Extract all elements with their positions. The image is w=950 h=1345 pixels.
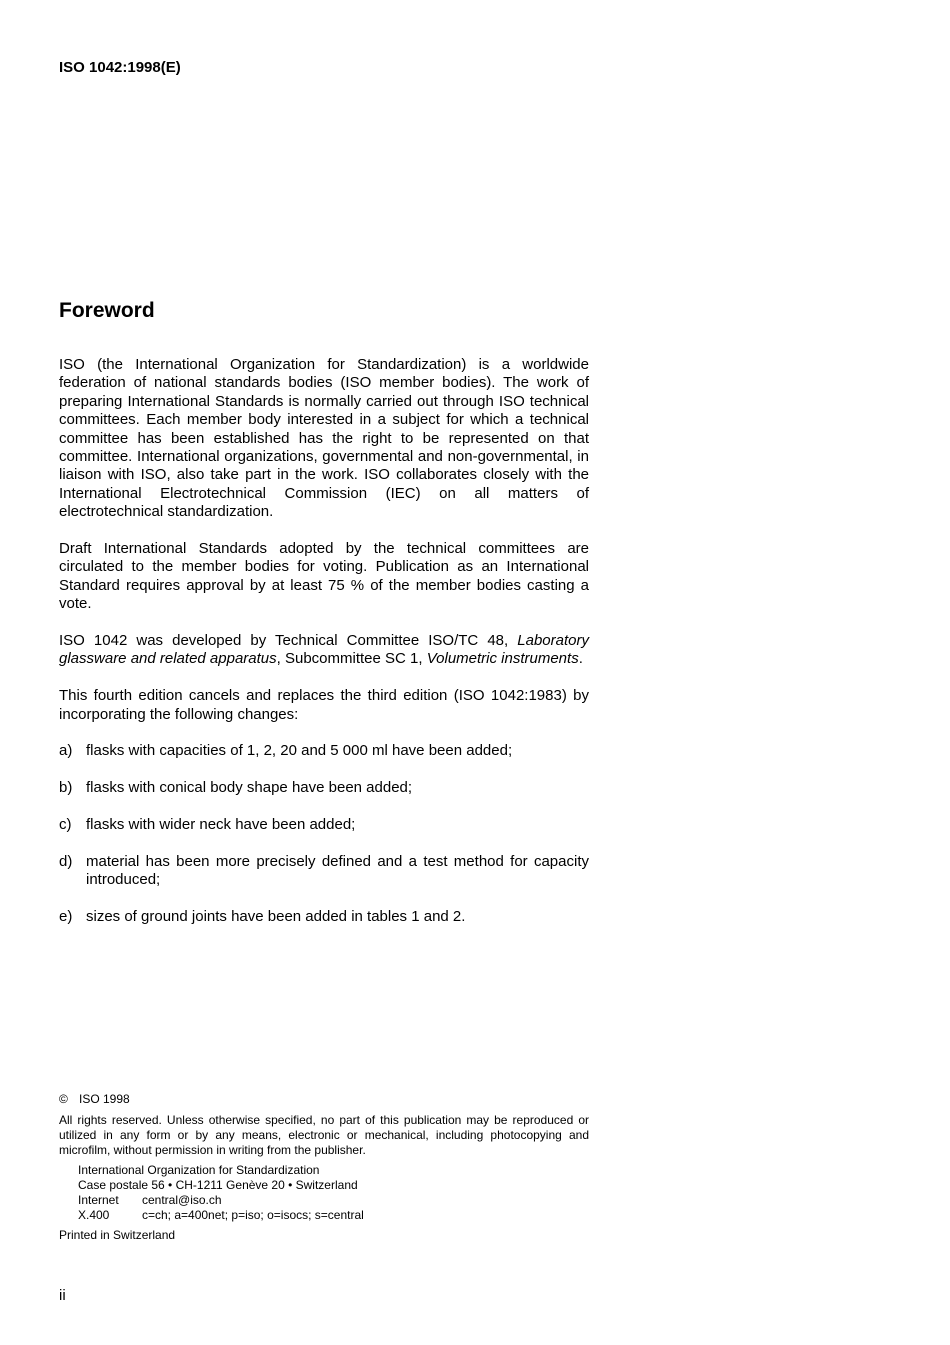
changes-list	[59, 742, 589, 926]
copyright-block	[59, 1092, 589, 1243]
list-marker: e)	[59, 908, 73, 926]
development-text-2: , Subcommittee SC 1,	[276, 650, 427, 668]
x400-value: c=ch; a=400net; p=iso; o=isocs; s=central	[142, 1208, 364, 1222]
list-text: sizes of ground joints have been added in tables 1 and 2.	[86, 908, 466, 926]
list-marker: b)	[59, 779, 73, 797]
list-item	[59, 779, 589, 797]
committee-title: Laboratory glassware and related apparatus	[59, 632, 589, 668]
internet-row	[78, 1193, 589, 1208]
list-item	[59, 853, 589, 890]
internet-label: Internet	[78, 1193, 119, 1207]
list-item	[59, 816, 589, 834]
copyright-year: ISO 1998	[79, 1092, 130, 1106]
list-item	[59, 742, 589, 760]
subcommittee-title: Volumetric instruments	[426, 650, 579, 668]
organization-name: International Organization for Standardization	[78, 1163, 320, 1177]
x400-label: X.400	[78, 1208, 110, 1222]
foreword-title: Foreword	[59, 299, 155, 322]
foreword-paragraph-iso: ISO (the International Organization for Standardization) is a worldwide federation of national standards bodies (ISO member bodies). The work of preparing International Standards is normally carried out through ISO technical committees. Each member body interested in a subject for which a technical committee has been established has the right to be represented on that committee. International organizations, governmental and non-governmental, in liaison with ISO, also take part in the work. ISO collaborates closely with the International Electrotechnical Commission (IEC) on all matters of electrotechnical standardization.	[59, 356, 589, 521]
copyright-icon: ©	[59, 1092, 68, 1106]
standard-identifier: ISO 1042:1998(E)	[59, 59, 181, 76]
list-text: flasks with conical body shape have been added;	[86, 779, 413, 797]
x400-row	[78, 1208, 589, 1223]
internet-value: central@iso.ch	[142, 1193, 222, 1207]
list-text: flasks with wider neck have been added;	[86, 816, 356, 834]
list-text: flasks with capacities of 1, 2, 20 and 5 000 ml have been added;	[86, 742, 513, 760]
printed-location: Printed in Switzerland	[59, 1228, 176, 1242]
development-text-1: ISO 1042 was developed by Technical Committee ISO/TC 48,	[59, 632, 518, 650]
page-number: ii	[59, 1287, 66, 1304]
postal-address: Case postale 56 • CH-1211 Genève 20 • Switzerland	[78, 1178, 358, 1192]
list-marker: a)	[59, 742, 73, 760]
list-marker: d)	[59, 852, 73, 870]
foreword-section	[59, 298, 589, 945]
development-text-3: .	[578, 650, 583, 668]
list-marker: c)	[59, 816, 72, 834]
list-text: material has been more precisely defined and a test method for capacity introduced;	[86, 852, 589, 889]
foreword-paragraph-voting: Draft International Standards adopted by the technical committees are circulated to the member bodies for voting. Publication as an International Standard requires approval by at least 75 % of the member bodies casting a vote.	[59, 540, 589, 613]
list-item	[59, 908, 589, 926]
foreword-paragraph-edition: This fourth edition cancels and replaces the third edition (ISO 1042:1983) by incorporating the following changes:	[59, 687, 589, 723]
foreword-paragraph-development	[59, 632, 589, 669]
copyright-line	[59, 1092, 589, 1107]
publisher-address	[59, 1163, 589, 1223]
rights-statement: All rights reserved. Unless otherwise specified, no part of this publication may be reproduced or utilized in any form or by any means, electronic or mechanical, including photocopying and microfilm, without permission in writing from the publisher.	[59, 1113, 589, 1157]
